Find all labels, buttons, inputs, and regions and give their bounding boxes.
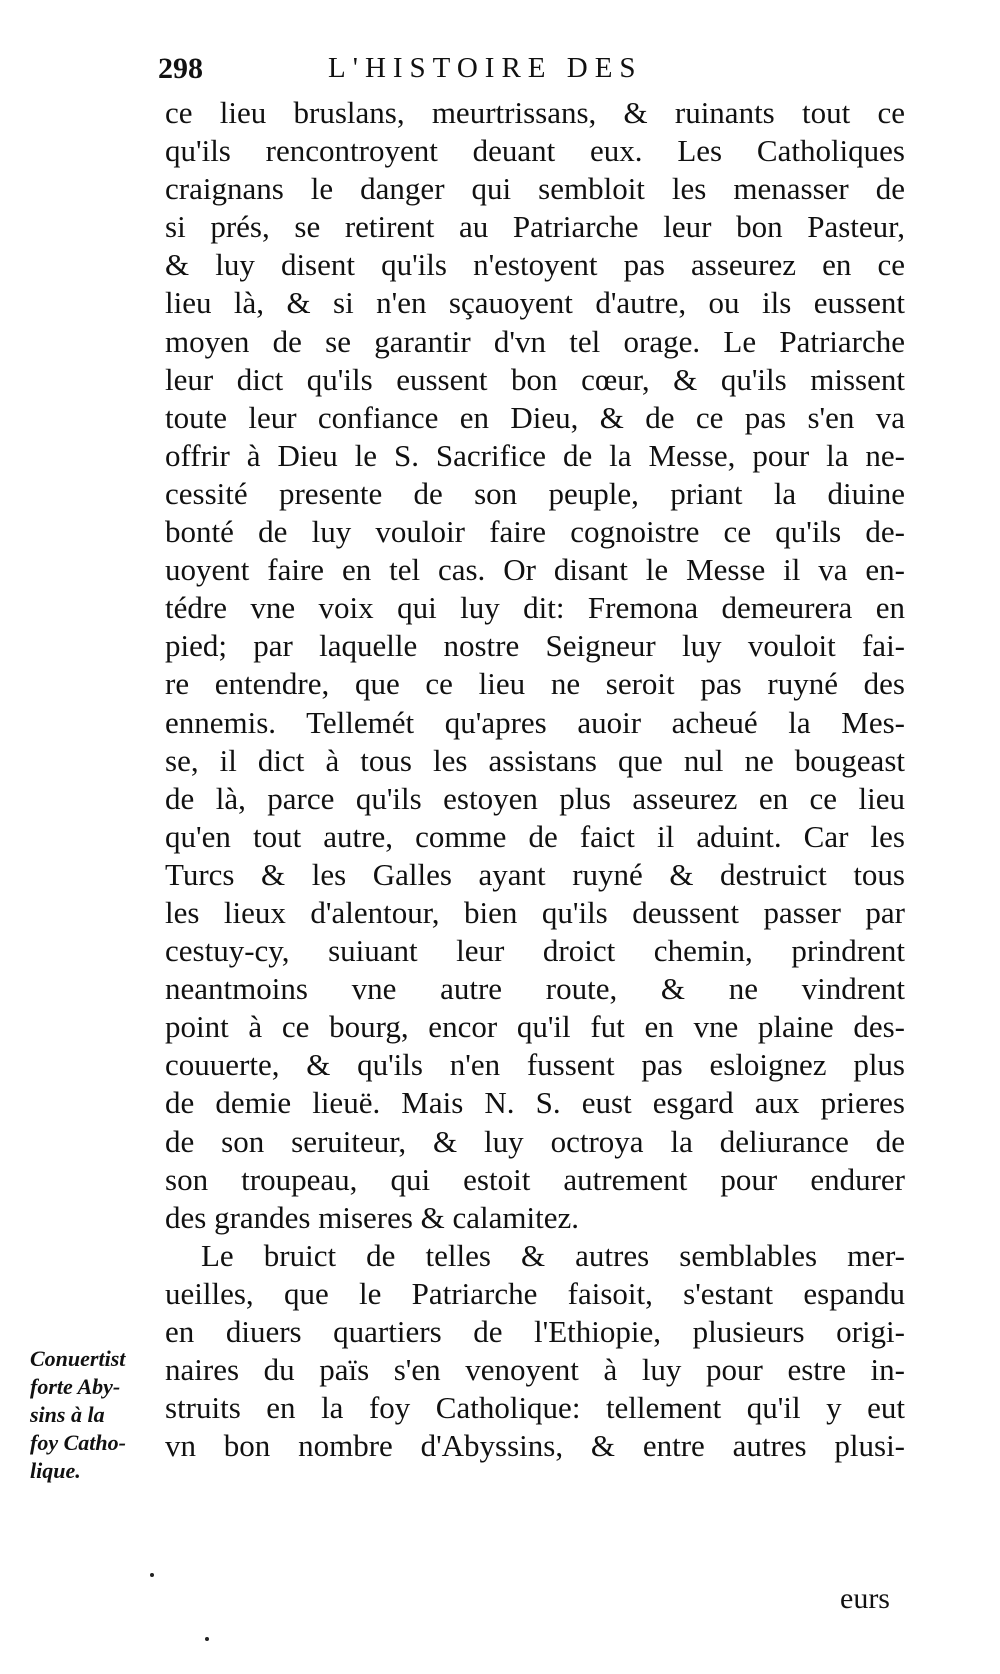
text-line: re entendre, que ce lieu ne seroit pas ruyné des <box>165 666 905 702</box>
margin-note <box>30 1345 160 1485</box>
ink-speck <box>205 1637 209 1641</box>
body-text <box>165 94 905 1465</box>
text-line: neantmoins vne autre route, & ne vindrent <box>165 971 905 1007</box>
margin-note-line: Conuertist <box>30 1346 126 1371</box>
text-line: Le bruict de telles & autres semblables mer- <box>201 1237 905 1273</box>
text-line: son troupeau, qui estoit autrement pour endurer <box>165 1161 905 1197</box>
text-line: Turcs & les Galles ayant ruyné & destruict tous <box>165 856 905 892</box>
text-line: qu'en tout autre, comme de faict il aduint. Car les <box>165 818 905 854</box>
text-line: en diuers quartiers de l'Ethiopie, plusieurs origi- <box>165 1314 905 1349</box>
text-line: se, il dict à tous les assistans que nul ne bougeast <box>165 742 905 778</box>
margin-note-line: forte Aby- <box>30 1374 121 1399</box>
text-line: leur dict qu'ils eussent bon cœur, & qu'ils missent <box>165 361 905 397</box>
catchword: eurs <box>840 1582 890 1615</box>
text-line: bonté de luy vouloir faire cognoistre ce qu'ils de- <box>165 514 905 550</box>
text-line: offrir à Dieu le S. Sacrifice de la Messe, pour la ne- <box>165 437 905 473</box>
text-line: les lieux d'alentour, bien qu'ils deussent passer par <box>165 894 905 930</box>
text-line: point à ce bourg, encor qu'il fut en vne plaine des- <box>165 1009 905 1045</box>
text-line: couuerte, & qu'ils n'en fussent pas esloignez plus <box>165 1047 905 1083</box>
text-line: lieu là, & si n'en sçauoyent d'autre, ou ils eussent <box>165 285 905 321</box>
margin-note-line: lique. <box>30 1458 81 1483</box>
text-line: cestuy-cy, suiuant leur droict chemin, prindrent <box>165 933 905 969</box>
text-line: toute leur confiance en Dieu, & de ce pas s'en va <box>165 399 905 435</box>
margin-note-line: sins à la <box>30 1402 105 1427</box>
text-line: naires du païs s'en venoyent à luy pour estre in- <box>165 1352 905 1388</box>
text-line: ce lieu bruslans, meurtrissans, & ruinants tout ce <box>165 95 905 130</box>
text-line: de demie lieuë. Mais N. S. eust esgard aux prieres <box>165 1085 905 1121</box>
margin-note-line: foy Catho- <box>30 1430 126 1455</box>
page-number: 298 <box>158 52 203 85</box>
text-line: ennemis. Tellemét qu'apres auoir acheué la Mes- <box>165 704 905 740</box>
text-line: ueilles, que le Patriarche faisoit, s'estant espandu <box>165 1275 905 1311</box>
text-line: qu'ils rencontroyent deuant eux. Les Catholiques <box>165 133 905 169</box>
text-line: craignans le danger qui sembloit les menasser de <box>165 171 905 207</box>
text-line: cessité presente de son peuple, priant la diuine <box>165 475 905 511</box>
text-line: & luy disent qu'ils n'estoyent pas asseurez en ce <box>165 247 905 283</box>
text-line: struits en la foy Catholique: tellement qu'il y eut <box>165 1390 905 1426</box>
text-line: de son seruiteur, & luy octroya la deliurance de <box>165 1123 905 1159</box>
text-line: de là, parce qu'ils estoyen plus asseurez en ce lieu <box>165 780 905 816</box>
text-line: vn bon nombre d'Abyssins, & entre autres plusi- <box>165 1428 905 1464</box>
page-header <box>158 52 858 92</box>
text-line: tédre vne voix qui luy dit: Fremona demeurera en <box>165 590 905 626</box>
text-line: uoyent faire en tel cas. Or disant le Messe il va en- <box>165 552 905 588</box>
text-line: des grandes miseres & calamitez. <box>165 1199 580 1235</box>
text-line: moyen de se garantir d'vn tel orage. Le Patriarche <box>165 323 905 359</box>
ink-speck <box>150 1573 154 1577</box>
text-line: si prés, se retirent au Patriarche leur bon Pasteur, <box>165 209 905 245</box>
text-line: pied; par laquelle nostre Seigneur luy vouloit fai- <box>165 628 905 664</box>
running-title: L'HISTOIRE DES <box>328 52 643 84</box>
